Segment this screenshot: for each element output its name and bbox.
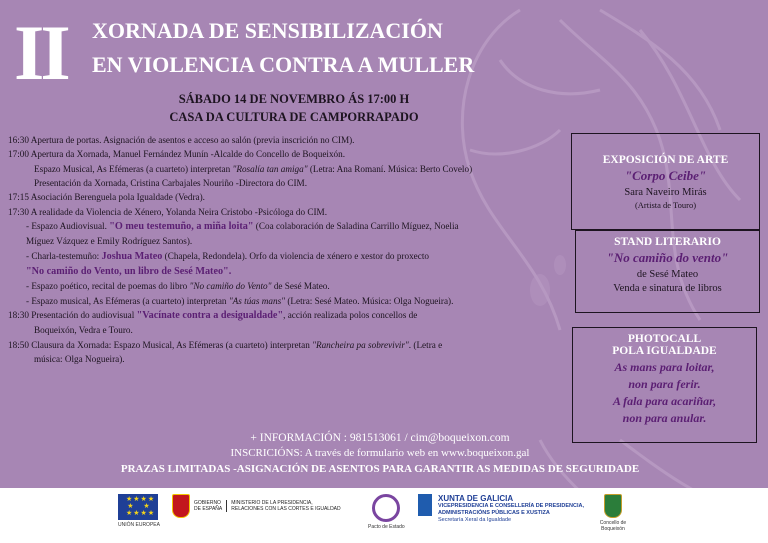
program-text: , acción realizada polos concellos de <box>283 310 418 321</box>
concello-logo <box>598 494 628 532</box>
program-text: - Espazo poético, recital de poemas do libro <box>26 281 190 292</box>
pacto-estado-logo <box>368 494 405 530</box>
program-line <box>8 249 568 264</box>
program-text: - Espazo Audiovisual. <box>26 221 110 232</box>
inscription-info: INSCRICIÓNS: A través de formulario web en www.boqueixon.gal <box>230 447 530 459</box>
eu-logo <box>118 494 160 528</box>
program-line <box>8 308 568 323</box>
project-title: "No camiño do Vento, un libro de Sesé Mateo". <box>26 266 232 278</box>
gob-label-1: GOBIERNO <box>194 500 221 506</box>
program-text: (Coa colaboración de Saladina Carrillo Míguez, Noelia <box>253 221 459 232</box>
audiovisual-title: "Vacínate contra a desigualdade" <box>136 310 284 322</box>
art-exhibition-title: EXPOSICIÓN DE ARTE <box>602 154 729 166</box>
event-date: SÁBADO 14 DE NOVEMBRO ÁS 17:00 H <box>178 92 410 106</box>
eu-flag-icon: ★★★★ ★ ★ ★★★★ <box>118 494 158 520</box>
ministry-label: MINISTERIO DE LA PRESIDENCIA, RELACIONES CON LAS CORTES E IGUALDAD <box>226 500 341 512</box>
song-title: "Rosalía tan amiga" <box>232 163 308 174</box>
program-line: 17:15 Asociación Berenguela pola Igualdade (Vedra). <box>8 192 205 203</box>
program-text: (Letra: Ana Romaní. Música: Berto Covelo) <box>307 163 473 174</box>
program-line <box>8 264 568 279</box>
concello-shield-icon <box>604 494 622 518</box>
song-title: "As túas mans" <box>228 295 286 306</box>
program-line: 17:30 A realidade da Violencia de Xénero, Yolanda Neira Cristobo -Psicóloga do CIM. <box>8 206 327 217</box>
photocall-subtitle: POLA IGUALDADE <box>612 345 717 357</box>
limited-seats-notice: PRAZAS LIMITADAS -ASIGNACIÓN DE ASENTOS PARA GARANTIR AS MEDIDAS DE SEGURIDADE <box>120 463 640 475</box>
contact-info: + INFORMACIÓN : 981513061 / cim@boqueixon.com <box>250 432 510 444</box>
program-line: Presentación da Xornada, Cristina Carbajales Nouriño -Directora do CIM. <box>34 178 307 189</box>
program-line <box>8 219 568 234</box>
literary-stand-author: de Sesé Mateo <box>636 269 699 280</box>
program-text: - Espazo musical, As Efémeras (a cuarteto) interpretan <box>26 295 229 306</box>
program-text: 18:50 Clausura da Xornada: Espazo Musical, As Efémeras (a cuarteto) interpretan <box>8 339 313 350</box>
literary-stand-title: STAND LITERARIO <box>614 236 721 248</box>
eu-label: UNIÓN EUROPEA <box>118 522 160 528</box>
audiovisual-title: "O meu testemuño, a miña loita" <box>109 221 254 233</box>
xunta-dept-line: Secretaría Xeral da Igualdade <box>438 516 512 523</box>
photocall-title: PHOTOCALL <box>627 333 702 345</box>
spanish-government-logo <box>172 494 341 518</box>
event-title-line2: EN VIOLENCIA CONTRA A MULLER <box>92 52 475 77</box>
program-line: 16:30 Apertura de portas. Asignación de asentos e acceso ao salón (previa inscrición no CIM). <box>8 135 355 145</box>
book-title: "No camiño do Vento" <box>189 281 272 292</box>
program-text: de Sesé Mateo. <box>271 281 330 292</box>
gob-label-2: DE ESPAÑA <box>194 506 223 512</box>
xunta-dept-line: VICEPRESIDENCIA E CONSELLERÍA DE PRESIDENCIA, <box>438 503 584 509</box>
program-text: 18:30 Presentación do audiovisual <box>8 310 137 321</box>
program-line <box>8 162 568 176</box>
concello-label: Concello de Boqueixón <box>599 520 627 532</box>
art-exhibition-role: (Artista de Touro) <box>634 200 697 210</box>
xunta-title: XUNTA DE GALICIA <box>438 494 514 503</box>
photocall-phrase: non para ferir. <box>628 377 701 391</box>
program-text: . (Letra e <box>408 339 443 350</box>
art-exhibition-name: "Corpo Ceibe" <box>624 168 707 183</box>
literary-stand-box <box>575 230 760 313</box>
xunta-dept-line: ADMINISTRACIÓNS PÚBLICAS E XUSTIZA <box>438 509 550 516</box>
program-line: Míguez Vázquez e Emily Rodríguez Santos). <box>26 236 193 247</box>
art-exhibition-box <box>571 133 760 230</box>
program-text: Espazo Musical, As Efémeras (a cuarteto) interpretan <box>34 163 233 174</box>
photocall-phrase: non para anular. <box>622 411 707 425</box>
speaker-name: Joshua Mateo <box>101 250 163 262</box>
program-line <box>8 338 568 352</box>
xunta-logo <box>418 494 584 523</box>
photocall-phrase: A fala para acariñar, <box>612 394 717 408</box>
program-schedule <box>8 133 568 367</box>
photocall-box <box>572 327 757 443</box>
sponsor-footer <box>0 488 768 543</box>
event-title-line1: XORNADA DE SENSIBILIZACIÓN <box>92 18 443 43</box>
literary-stand-sale: Venda e sinatura de libros <box>613 283 722 294</box>
program-text: (Letra: Sesé Mateo. Música: Olga Nogueira). <box>285 295 454 306</box>
pacto-circle-icon <box>372 494 400 522</box>
program-text: - Charla-testemuño: <box>26 250 102 261</box>
spain-shield-icon <box>172 494 190 518</box>
program-line: música: Olga Nogueira). <box>34 354 125 365</box>
program-text: (Chapela, Redondela). Orfo da violencia de xénero e xestor do proxecto <box>162 250 429 261</box>
program-line <box>8 294 568 308</box>
program-line <box>8 279 568 293</box>
literary-stand-book: "No camiño do vento" <box>606 250 729 265</box>
event-venue: CASA DA CULTURA DE CAMPORRAPADO <box>169 110 419 124</box>
program-line: 17:00 Apertura da Xornada, Manuel Fernández Munín -Alcalde do Concello de Boqueixón. <box>8 149 346 160</box>
edition-numeral: II <box>14 9 67 96</box>
song-title: "Rancheira pa sobrevivir" <box>312 339 409 350</box>
photocall-phrase: As mans para loitar, <box>614 360 715 374</box>
xunta-emblem-icon <box>418 494 432 516</box>
art-exhibition-author: Sara Naveiro Mirás <box>624 187 707 198</box>
program-line: Boqueixón, Vedra e Touro. <box>34 325 133 336</box>
pacto-label: Pacto de Estado <box>368 524 405 530</box>
